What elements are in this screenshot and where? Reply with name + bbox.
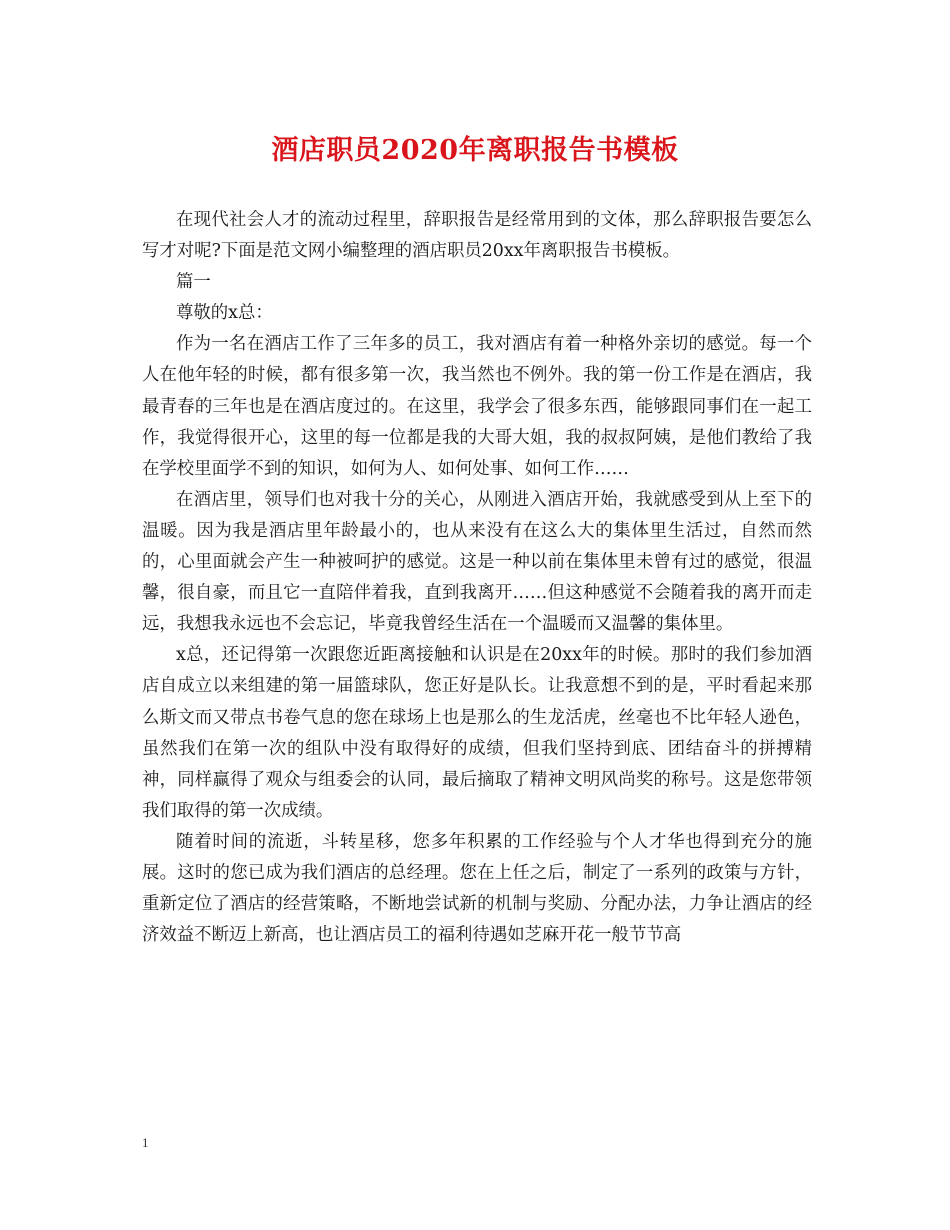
paragraph-body-4: 随着时间的流逝，斗转星移，您多年积累的工作经验与个人才华也得到充分的施展。这时的您已成为我们酒店的总经理。您在上任之后，制定了一系列的政策与方针，重新定位了酒店的经营策略，不断地尝试新的机制与奖励、分配办法，力争让酒店的经济效益不断迈上新高，也让酒店员工的福利待遇如芝麻开花一般节节高: [142, 831, 812, 946]
paragraph-salutation: 尊敬的x总：: [176, 303, 273, 324]
paragraph-body-2: 在酒店里，领导们也对我十分的关心，从刚进入酒店开始，我就感受到从上至下的温暖。因为我是酒店里年龄最小的，也从来没有在这么大的集体里生活过，自然而然的，心里面就会产生一种被呵护的感觉。这是一种以前在集体里未曾有过的感觉，很温馨，很自豪，而且它一直陪伴着我，直到我离开……但这种感觉不会随着我的离开而走远，我想我永远也不会忘记，毕竟我曾经生活在一个温暖而又温馨的集体里。: [142, 489, 812, 635]
paragraph-intro: 在现代社会人才的流动过程里，辞职报告是经常用到的文体，那么辞职报告要怎么写才对呢?下面是范文网小编整理的酒店职员20xx年离职报告书模板。: [142, 210, 812, 262]
document-title: 酒店职员2020年离职报告书模板: [271, 135, 679, 166]
page-number: 1: [142, 1135, 149, 1150]
paragraph-body-3: x总，还记得第一次跟您近距离接触和认识是在20xx年的时候。那时的我们参加酒店自成立以来组建的第一届篮球队，您正好是队长。让我意想不到的是，平时看起来那么斯文而又带点书卷气息的您在球场上也是那么的生龙活虎，丝毫也不比年轻人逊色，虽然我们在第一次的组队中没有取得好的成绩，但我们坚持到底、团结奋斗的拼搏精神，同样赢得了观众与组委会的认同，最后摘取了精神文明风尚奖的称号。这是您带领我们取得的第一次成绩。: [142, 645, 812, 821]
paragraph-section-label: 篇一: [176, 272, 211, 293]
paragraph-body-1: 作为一名在酒店工作了三年多的员工，我对酒店有着一种格外亲切的感觉。每一个人在他年轻的时候，都有很多第一次，我当然也不例外。我的第一份工作是在酒店，我最青春的三年也是在酒店度过的。在这里，我学会了很多东西，能够跟同事们在一起工作，我觉得很开心，这里的每一位都是我的大哥大姐，我的叔叔阿姨，是他们教给了我在学校里面学不到的知识，如何为人、如何处事、如何工作……: [142, 334, 812, 479]
document-body: [142, 205, 812, 951]
